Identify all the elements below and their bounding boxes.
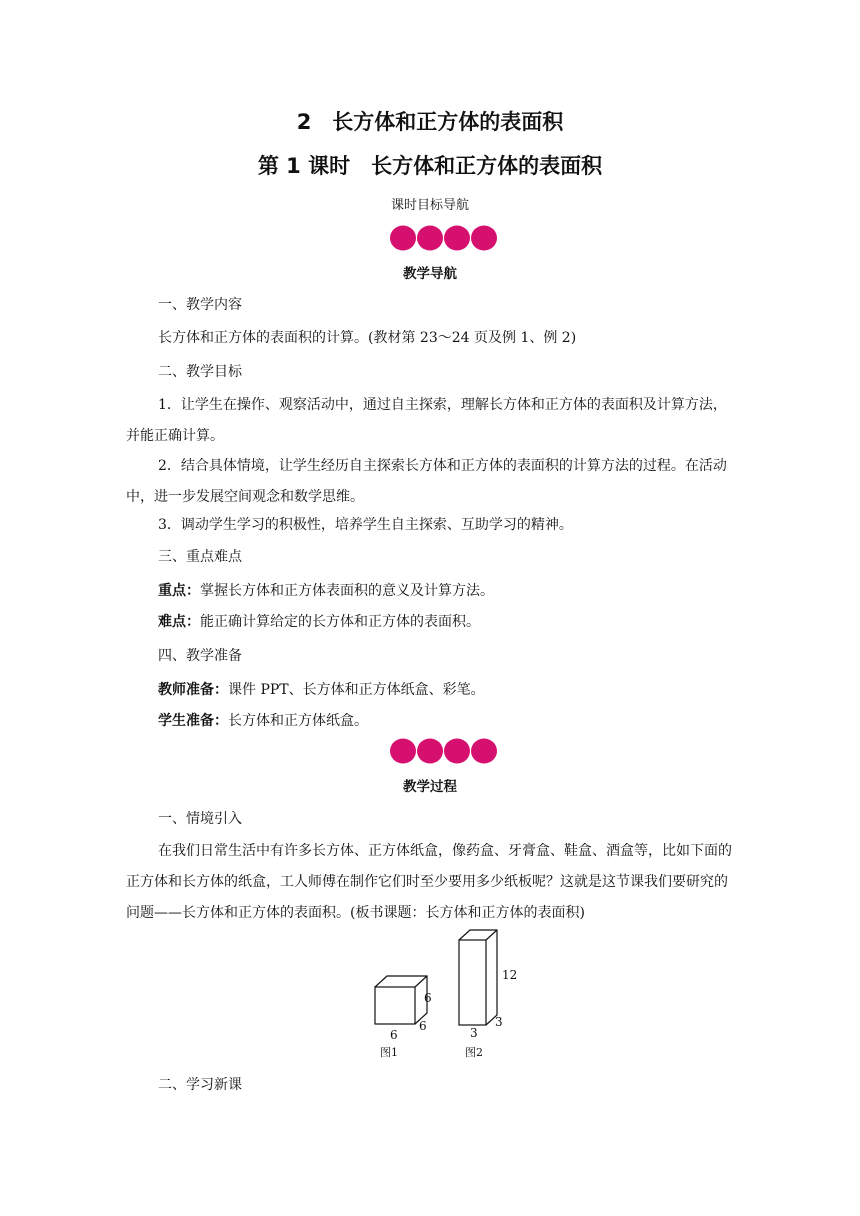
goal-item: 1．让学生在操作、观察活动中，通过自主探索，理解长方体和正方体的表面积及计算方法，并能正确计算。 (126, 397, 727, 444)
prism-width-label: 3 (495, 1015, 503, 1029)
teacher-prep (158, 679, 485, 699)
section-title: 2 长方体和正方体的表面积 (296, 110, 564, 134)
cube-length-label: 6 (390, 1028, 398, 1042)
prism-length-label: 3 (470, 1026, 478, 1040)
new-lesson-heading: 二、学习新课 (158, 1077, 242, 1093)
figure1-caption: 图1 (380, 1046, 398, 1059)
student-prep (158, 710, 368, 730)
student-prep-label: 学生准备： (158, 713, 228, 729)
cube-height-label: 6 (424, 991, 432, 1005)
teaching-process-heading: 教学过程 (403, 779, 457, 795)
content-heading: 一、教学内容 (158, 297, 242, 313)
student-prep-text: 长方体和正方体纸盒。 (228, 713, 368, 729)
intro-heading: 一、情境引入 (158, 811, 242, 827)
difficulty-label: 难点： (158, 614, 200, 630)
intro-text: 在我们日常生活中有许多长方体、正方体纸盒，像药盒、牙膏盒、鞋盒、酒盒等，比如下面的正方体和长方体的纸盒，工人师傅在制作它们时至少要用多少纸板呢？这就是这节课我们要研究的问题——长方体和正方体的表面积。(板书课题：长方体和正方体的表面积) (126, 843, 732, 921)
key-point-label: 重点： (158, 583, 200, 599)
content-text: 长方体和正方体的表面积的计算。(教材第 23～24 页及例 1、例 2) (158, 330, 577, 346)
difficulty (158, 611, 480, 631)
cube-cuboid-figure (366, 928, 526, 1064)
key-heading: 三、重点难点 (158, 549, 242, 565)
teacher-prep-text: 课件 PPT、长方体和正方体纸盒、彩笔。 (228, 682, 485, 698)
goal-item: 3．调动学生学习的积极性，培养学生自主探索、互助学习的精神。 (158, 517, 573, 533)
lesson-goal-nav: 课时目标导航 (390, 198, 469, 213)
prism-height-label: 12 (502, 968, 518, 982)
cube-width-label: 6 (419, 1019, 427, 1033)
heart-divider-icon (389, 737, 501, 765)
heart-divider-icon (389, 224, 501, 252)
goals-heading: 二、教学目标 (158, 364, 242, 380)
teacher-prep-label: 教师准备： (158, 682, 228, 698)
goal-item: 2．结合具体情境，让学生经历自主探索长方体和正方体的表面积的计算方法的过程。在活动中，进一步发展空间观念和数学思维。 (126, 458, 727, 505)
key-point (158, 580, 494, 600)
prep-heading: 四、教学准备 (158, 648, 242, 664)
lesson-title: 第 1 课时 长方体和正方体的表面积 (257, 154, 603, 178)
key-point-text: 掌握长方体和正方体表面积的意义及计算方法。 (200, 583, 494, 599)
figure2-caption: 图2 (465, 1046, 483, 1059)
teaching-nav-heading: 教学导航 (403, 266, 457, 282)
difficulty-text: 能正确计算给定的长方体和正方体的表面积。 (200, 614, 480, 630)
